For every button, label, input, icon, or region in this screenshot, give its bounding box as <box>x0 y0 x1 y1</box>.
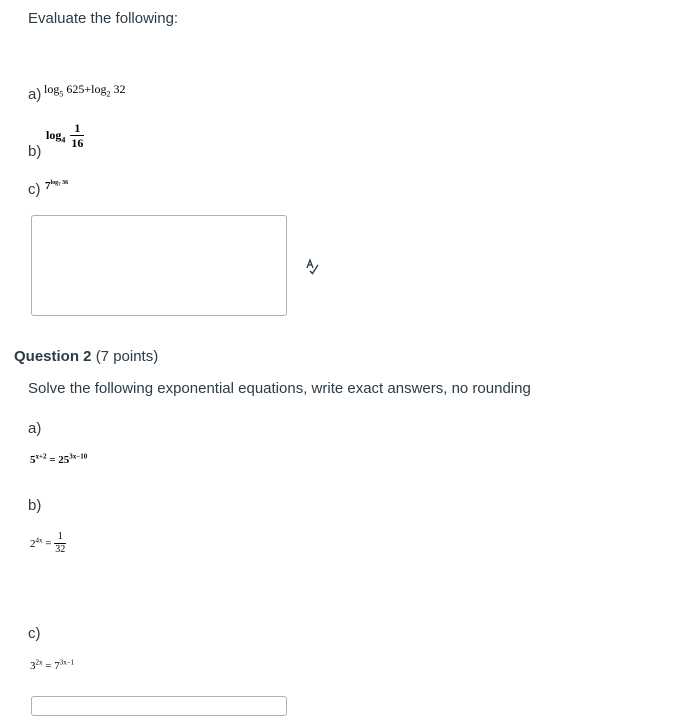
q1-a-label: a) <box>28 86 42 103</box>
q2-a-equation: $5^{x+2} = 25^{3x-10}$ <box>30 452 88 466</box>
answer-text-area[interactable] <box>31 215 287 316</box>
q2-b-label: b) <box>28 497 42 514</box>
q2-b-equation: $2^{4x}$ = $\frac{1}{32}$ <box>30 531 66 555</box>
spellcheck-icon[interactable] <box>303 257 321 275</box>
q2-c-equation: $3^{2x} = 7^{3x-1}$ <box>30 658 75 672</box>
q2-c-label: c) <box>28 625 41 642</box>
q1-b-label: b) <box>28 143 42 160</box>
q1-c-label: c) <box>28 181 41 198</box>
q1-instruction: Evaluate the following: <box>28 10 179 27</box>
q1-b-expression: $\log_4$ $\frac{1}{16}$ <box>46 121 84 150</box>
q1-c-expression: $7^{log_7 36}$ <box>45 180 69 192</box>
q2-instruction: Solve the following exponential equations, write exact answers, no rounding <box>28 380 531 397</box>
q1-a-expression: $\log_5 625+\log_2$ 32 <box>44 82 126 99</box>
q2-a-label: a) <box>28 420 42 437</box>
q2-title: Question 2 (7 points) <box>14 348 159 365</box>
answer-text-area-2[interactable] <box>31 696 287 716</box>
